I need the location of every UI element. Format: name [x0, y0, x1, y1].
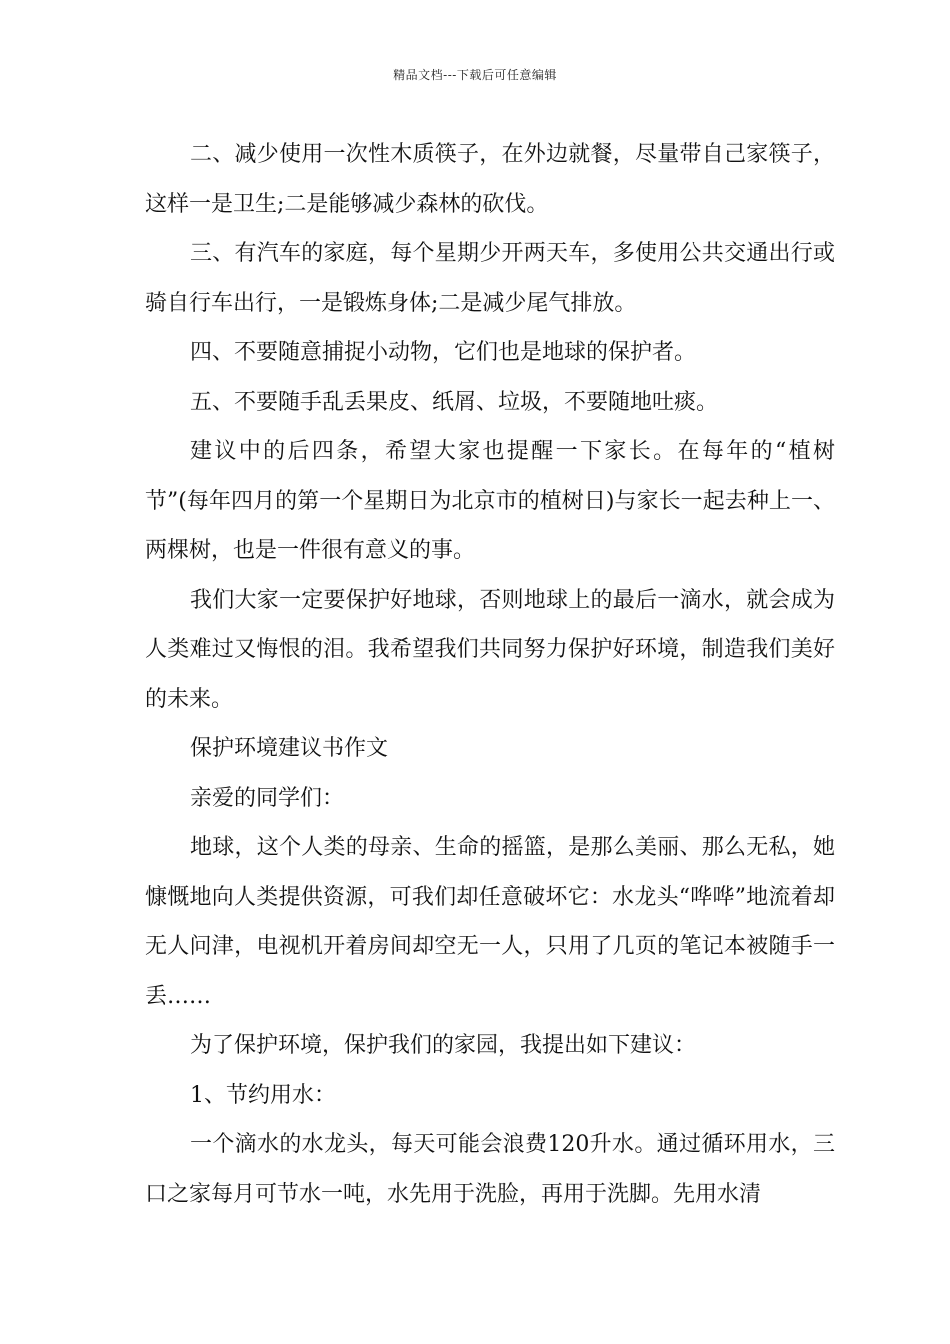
paragraph-remind-parents: 建议中的后四条，希望大家也提醒一下家长。在每年的“植树节”(每年四月的第一个星期日为北京市的植树日)与家长一起去种上一、两棵树，也是一件很有意义的事。 [145, 439, 835, 563]
paragraph-suggestion-3: 三、有汽车的家庭，每个星期少开两天车，多使用公共交通出行或骑自行车出行，一是锻炼身体;二是减少尾气排放。 [145, 241, 835, 316]
paragraph-suggestion-5: 五、不要随手乱丢果皮、纸屑、垃圾，不要随地吐痰。 [190, 389, 719, 415]
section-title: 保护环境建议书作文 [190, 736, 389, 761]
paragraph-protect-earth: 我们大家一定要保护好地球，否则地球上的最后一滴水，就会成为人类难过又悔恨的泪。我希望我们共同努力保护好环境，制造我们美好的未来。 [145, 587, 835, 712]
document-body [145, 130, 835, 1219]
paragraph-dripping-tap: 一个滴水的水龙头，每天可能会浪费120升水。通过循环用水，三口之家每月可节水一吨，水先用于洗脸，再用于洗脚。先用水清 [145, 1132, 835, 1207]
paragraph-earth-mother: 地球，这个人类的母亲、生命的摇篮，是那么美丽、那么无私，她慷慨地向人类提供资源，可我们却任意破坏它：水龙头“哗哗”地流着却无人问津，电视机开着房间却空无一人，只用了几页的笔记本被随手一丢…… [145, 835, 835, 1009]
page-header: 精品文档---下载后可任意编辑 [393, 68, 557, 82]
paragraph-suggestion-4: 四、不要随意捕捉小动物，它们也是地球的保护者。 [190, 340, 697, 365]
paragraph-proposal-intro: 为了保护环境，保护我们的家园，我提出如下建议： [190, 1033, 697, 1058]
salutation: 亲爱的同学们： [190, 785, 345, 811]
paragraph-suggestion-2: 二、减少使用一次性木质筷子，在外边就餐，尽量带自己家筷子，这样一是卫生;二是能够减少森林的砍伐。 [145, 142, 835, 217]
item-heading-save-water: 1、节约用水： [190, 1082, 336, 1108]
